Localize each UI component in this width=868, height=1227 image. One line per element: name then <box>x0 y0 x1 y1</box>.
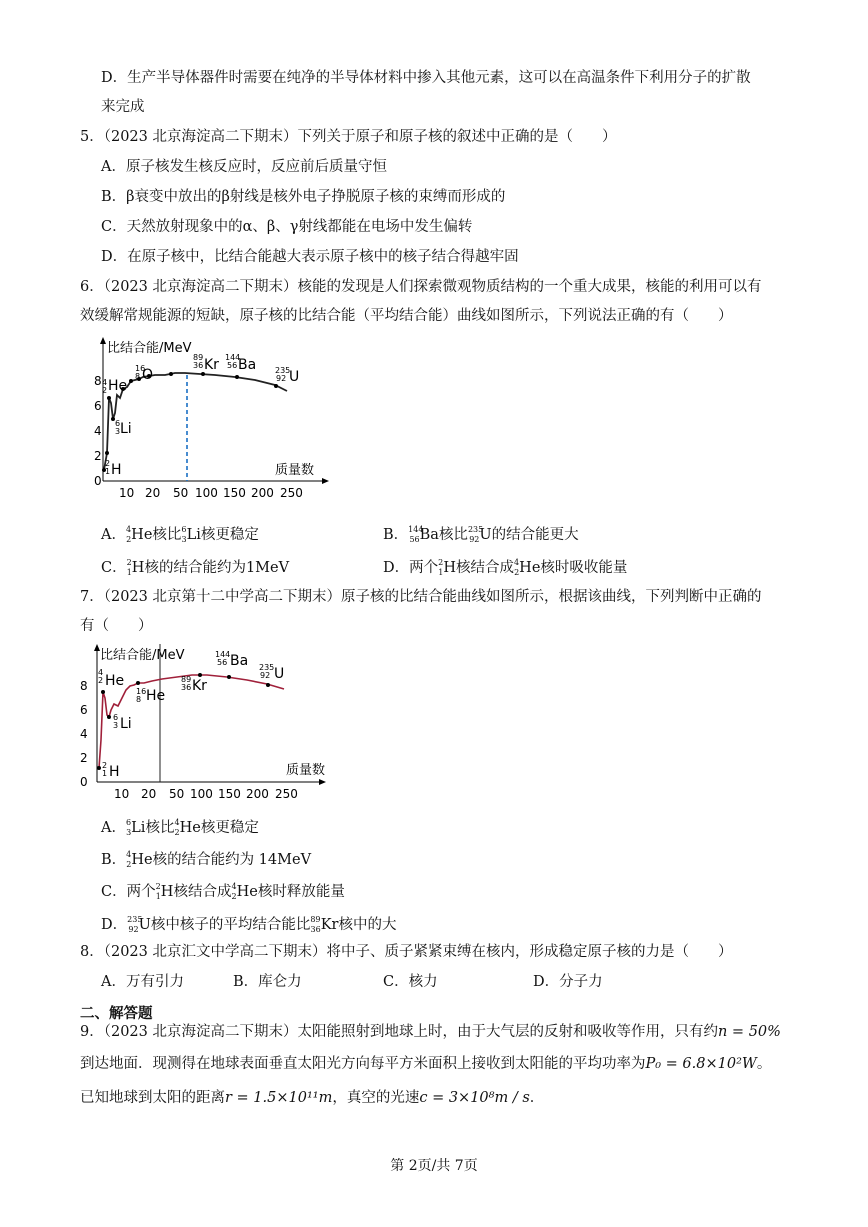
svg-text:2: 2 <box>102 386 108 395</box>
q7-option-b: B．$^4_2$He核的结合能约为 14MeV <box>101 850 312 869</box>
chart1-label-h: H <box>111 462 122 478</box>
q7-option-c: C．两个$^2_1$H核结合成$^4_2$He核时释放能量 <box>101 882 345 901</box>
svg-text:4: 4 <box>102 378 108 387</box>
chart1-xtick-150: 150 <box>223 486 246 500</box>
svg-text:8: 8 <box>136 695 142 704</box>
q6-option-a: A．$^4_2$He核比$^6_3$Li核更稳定 <box>101 525 259 544</box>
chart1-ytick-6: 6 <box>94 399 102 413</box>
chart1-xtick-20: 20 <box>145 486 161 500</box>
q7-option-a: A．$^6_3$Li核比$^4_2$He核更稳定 <box>101 818 259 837</box>
q9-line2: 到达地面．现测得在地球表面垂直太阳光方向每平方米面积上接收到太阳能的平均功率为P₀ = 6.8×10²W。 <box>80 1056 772 1072</box>
chart2-label-he: He <box>105 673 125 689</box>
q9-line3: 已知地球到太阳的距离r = 1.5×10¹¹m，真空的光速c = 3×10⁸m / s． <box>80 1090 545 1106</box>
q7-stem-line1: 7．（2023 北京第十二中学高二下期末）原子核的比结合能曲线如图所示，根据该曲线，下列判断中正确的 <box>80 589 762 605</box>
svg-text:2: 2 <box>105 459 111 468</box>
chart1-ylabel: 比结合能/MeV <box>107 341 192 356</box>
chart2-xtick-10: 10 <box>114 787 130 801</box>
section-heading: 二、解答题 <box>80 1006 153 1022</box>
chart2-xtick-200: 200 <box>246 787 269 801</box>
svg-text:56: 56 <box>227 361 238 370</box>
q8-option-a: A．万有引力 <box>101 974 184 990</box>
svg-text:6: 6 <box>115 419 121 428</box>
binding-energy-chart-1 <box>75 333 335 503</box>
chart1-label-li: Li <box>120 421 132 437</box>
chart2-label-h: H <box>109 764 120 780</box>
svg-text:36: 36 <box>193 361 204 370</box>
q5-stem: 5．（2023 北京海淀高二下期末）下列关于原子和原子核的叙述中正确的是（ ） <box>80 129 617 145</box>
q6-option-c: C．$^2_1$H核的结合能约为1MeV <box>101 558 290 577</box>
q7-option-d: D．$^{235}_{92}$U核中核子的平均结合能比$^{89}_{36}$Kr核中的大 <box>101 915 397 934</box>
svg-text:56: 56 <box>217 658 228 667</box>
svg-text:1: 1 <box>105 467 111 476</box>
q8-option-b: B．库仑力 <box>233 974 302 990</box>
svg-text:16: 16 <box>135 364 146 373</box>
svg-text:1: 1 <box>102 769 108 778</box>
chart2-xtick-100: 100 <box>190 787 213 801</box>
svg-text:89: 89 <box>181 675 192 684</box>
chart1-label-kr: Kr <box>204 357 219 373</box>
chart2-xtick-20: 20 <box>141 787 157 801</box>
q6-stem-line1: 6．（2023 北京海淀高二下期末）核能的发现是人们探索微观物质结构的一个重大成果，核能的利用可以有 <box>80 279 762 295</box>
chart2-xlabel: 质量数 <box>286 763 326 778</box>
svg-text:92: 92 <box>276 374 287 383</box>
chart2-label-kr: Kr <box>192 678 207 694</box>
chart1-xtick-10: 10 <box>119 486 135 500</box>
binding-energy-chart-2 <box>72 640 332 805</box>
chart1-xtick-50: 50 <box>173 486 189 500</box>
chart1-xtick-200: 200 <box>251 486 274 500</box>
svg-text:144: 144 <box>215 650 231 659</box>
chart1-label-ba: Ba <box>238 357 257 373</box>
svg-text:235: 235 <box>259 663 275 672</box>
svg-text:92: 92 <box>260 671 271 680</box>
chart2-xtick-50: 50 <box>169 787 185 801</box>
svg-text:6: 6 <box>113 713 119 722</box>
q6-option-d: D．两个$^2_1$H核结合成$^4_2$He核时吸收能量 <box>383 558 628 577</box>
chart2-ytick-0: 0 <box>80 775 88 789</box>
chart2-xtick-250: 250 <box>275 787 298 801</box>
q4-option-d-line2: 来完成 <box>101 99 145 115</box>
chart1-xtick-100: 100 <box>195 486 218 500</box>
svg-text:89: 89 <box>193 353 204 362</box>
chart2-ytick-8: 8 <box>80 679 88 693</box>
chart2-ytick-4: 4 <box>80 727 88 741</box>
svg-text:144: 144 <box>225 353 241 362</box>
chart1-ytick-2: 2 <box>94 449 102 463</box>
svg-text:3: 3 <box>115 427 121 436</box>
q5-option-d: D．在原子核中，比结合能越大表示原子核中的核子结合得越牢固 <box>101 249 519 265</box>
page-footer: 第 2页/共 7页 <box>390 1158 478 1174</box>
chart2-xtick-150: 150 <box>218 787 241 801</box>
chart1-xtick-250: 250 <box>280 486 303 500</box>
q5-option-c: C．天然放射现象中的α、β、γ射线都能在电场中发生偏转 <box>101 219 473 235</box>
q8-option-d: D．分子力 <box>533 974 603 990</box>
q6-option-b: B．$^{144}_{56}$Ba核比$^{235}_{92}$U的结合能更大 <box>383 525 579 544</box>
svg-text:36: 36 <box>181 683 192 692</box>
chart1-label-u: U <box>289 369 300 385</box>
q8-option-c: C．核力 <box>383 974 438 990</box>
chart1-ytick-8: 8 <box>94 374 102 388</box>
chart2-label-ba: Ba <box>230 653 249 669</box>
chart1-xlabel: 质量数 <box>275 463 315 478</box>
chart1-ytick-0: 0 <box>94 474 102 488</box>
q5-option-b: B．β衰变中放出的β射线是核外电子挣脱原子核的束缚而形成的 <box>101 189 506 205</box>
svg-text:3: 3 <box>113 721 119 730</box>
svg-text:8: 8 <box>135 372 141 381</box>
svg-text:2: 2 <box>98 676 104 685</box>
q7-stem-line2: 有（ ） <box>80 618 153 634</box>
chart2-label-u: U <box>274 666 285 682</box>
q9-line1: 9．（2023 北京海淀高二下期末）太阳能照射到地球上时，由于大气层的反射和吸收等作用，只有约n = 50% <box>80 1024 781 1040</box>
q4-option-d-line1: D．生产半导体器件时需要在纯净的半导体材料中掺入其他元素，这可以在高温条件下利用分子的扩散 <box>101 70 751 86</box>
chart2-label-he16: He <box>146 688 166 704</box>
chart1-ytick-4: 4 <box>94 424 102 438</box>
chart2-ylabel: 比结合能/MeV <box>100 648 185 663</box>
chart2-label-li: Li <box>120 716 132 732</box>
svg-text:16: 16 <box>136 687 147 696</box>
q8-stem: 8．（2023 北京汇文中学高二下期末）将中子、质子紧紧束缚在核内，形成稳定原子核的力是（ ） <box>80 944 733 960</box>
q6-stem-line2: 效缓解常规能源的短缺，原子核的比结合能（平均结合能）曲线如图所示，下列说法正确的有（ ） <box>80 308 733 324</box>
q5-option-a: A．原子核发生核反应时，反应前后质量守恒 <box>101 159 387 175</box>
chart2-ytick-6: 6 <box>80 703 88 717</box>
svg-text:235: 235 <box>275 366 291 375</box>
svg-text:4: 4 <box>98 668 104 677</box>
chart1-label-he: He <box>108 378 128 394</box>
svg-text:2: 2 <box>102 761 108 770</box>
chart1-label-o: O <box>142 367 154 383</box>
chart2-ytick-2: 2 <box>80 751 88 765</box>
